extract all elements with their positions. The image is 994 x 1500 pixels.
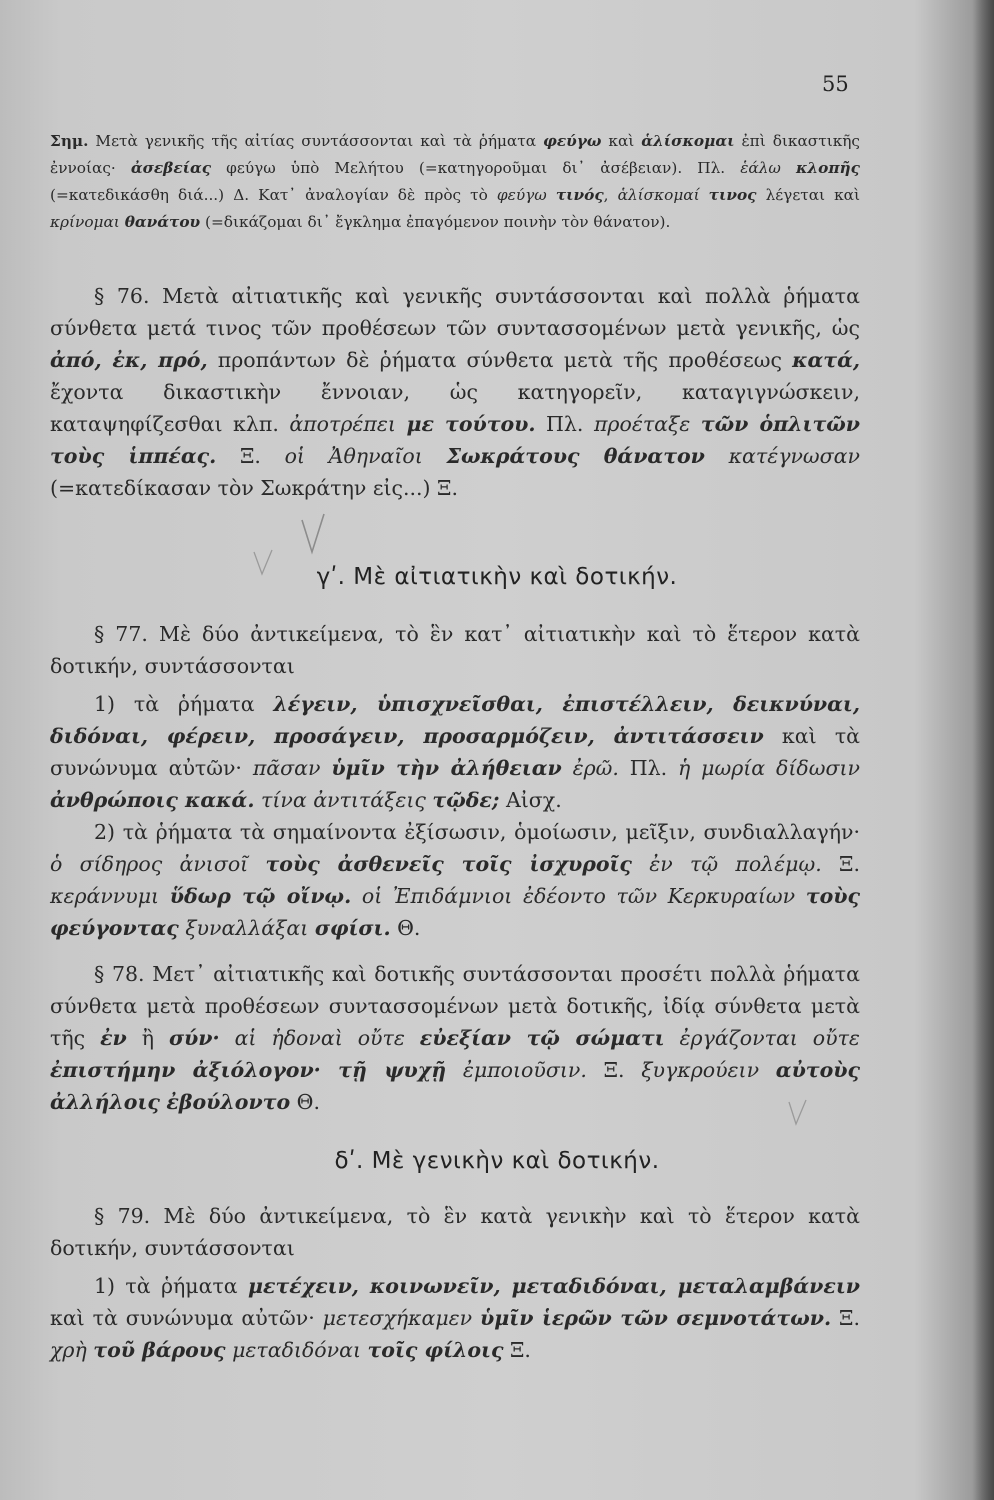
- note-label: Σημ.: [50, 132, 89, 150]
- heading-gamma: γʹ. Μὲ αἰτιατικὴν καὶ δοτικήν.: [316, 564, 678, 590]
- pencil-check-mark-icon: [298, 512, 328, 562]
- page-number: 55: [822, 72, 849, 96]
- section-77: [50, 618, 860, 944]
- section-78: § 78. Μετ᾿ αἰτιατικῆς καὶ δοτικῆς συντάσσονται προσέτι πολλὰ ῥήματα σύνθετα μετὰ προθέσεων συντασσομένων μετὰ δοτικῆς, ἰδίᾳ σύνθετα μετὰ τῆς ἐν ἢ σύν· αἱ ἡδοναὶ οὔτε εὐεξίαν τῷ σώματι ἐργάζονται οὔτε ἐπιστήμην ἀξιόλογον· τῇ ψυχῇ ἐμποιοῦσιν. Ξ. ξυγκρούειν αὐτοὺς ἀλλήλοις ἐβούλοντο Θ.: [50, 962, 860, 1114]
- pencil-tick-icon: [252, 548, 276, 578]
- page-edge-shadow: [972, 0, 994, 1500]
- pencil-tick-margin-icon: [786, 1098, 810, 1128]
- section-79-intro: § 79. Μὲ δύο ἀντικείμενα, τὸ ἓν κατὰ γενικὴν καὶ τὸ ἕτερον κατὰ δοτικήν, συντάσσονται: [50, 1204, 860, 1260]
- section-79-item-1: 1) τὰ ῥήματα μετέχειν, κοινωνεῖν, μεταδιδόναι, μεταλαμβάνειν καὶ τὰ συνώνυμα αὐτῶν· μετεσχήκαμεν ὑμῖν ἱερῶν τῶν σεμνοτάτων. Ξ. χρὴ τοῦ βάρους μεταδιδόναι τοῖς φίλοις Ξ.: [50, 1274, 860, 1362]
- section-77-item-2: 2) τὰ ῥήματα τὰ σημαίνοντα ἐξίσωσιν, ὁμοίωσιν, μεῖξιν, συνδιαλλαγήν· ὁ σίδηρος ἀνισοῖ τοὺς ἀσθενεῖς τοῖς ἰσχυροῖς ἐν τῷ πολέμῳ. Ξ. κεράννυμι ὕδωρ τῷ οἴνῳ. οἱ Ἐπιδάμνιοι ἐδέοντο τῶν Κερκυραίων τοὺς φεύγοντας ξυναλλάξαι σφίσι. Θ.: [50, 820, 860, 940]
- heading-delta: δʹ. Μὲ γενικὴν καὶ δοτικήν.: [334, 1148, 660, 1174]
- section-77-intro: § 77. Μὲ δύο ἀντικείμενα, τὸ ἓν κατ᾿ αἰτιατικὴν καὶ τὸ ἕτερον κατὰ δοτικήν, συντάσσονται: [50, 622, 860, 678]
- note-paragraph: Σημ. Μετὰ γενικῆς τῆς αἰτίας συντάσσονται καὶ τὰ ῥήματα φεύγω καὶ ἁλίσκομαι ἐπὶ δικαστικῆς ἐννοίας· ἀσεβείας φεύγω ὑπὸ Μελήτου (=κατηγοροῦμαι δι᾿ ἀσέβειαν). Πλ. ἑάλω κλοπῆς (=κατεδικάσθη διά...) Δ. Κατ᾿ ἀναλογίαν δὲ πρὸς τὸ φεύγω τινός, ἁλίσκομαί τινος λέγεται καὶ κρίνομαι θανάτου (=δικάζομαι δι᾿ ἔγκλημα ἐπαγόμενον ποινὴν τὸν θάνατον).: [50, 132, 860, 231]
- section-76: § 76. Μετὰ αἰτιατικῆς καὶ γενικῆς συντάσσονται καὶ πολλὰ ῥήματα σύνθετα μετά τινος τῶν προθέσεων τῶν συντασσομένων μετὰ γενικῆς, ὡς ἀπό, ἐκ, πρό, προπάντων δὲ ῥήματα σύνθετα μετὰ τῆς προθέσεως κατά, ἔχοντα δικαστικὴν ἔννοιαν, ὡς κατηγορεῖν, καταγιγνώσκειν, καταψηφίζεσθαι κλπ. ἀποτρέπει με τούτου. Πλ. προέταξε τῶν ὁπλιτῶν τοὺς ἱππέας. Ξ. οἱ Ἀθηναῖοι Σωκράτους θάνατον κατέγνωσαν (=κατεδίκασαν τὸν Σωκράτην εἰς...) Ξ.: [50, 284, 861, 500]
- section-77-item-1: 1) τὰ ῥήματα λέγειν, ὑπισχνεῖσθαι, ἐπιστέλλειν, δεικνύναι, διδόναι, φέρειν, προσάγειν, προσαρμόζειν, ἀντιτάσσειν καὶ τὰ συνώνυμα αὐτῶν· πᾶσαν ὑμῖν τὴν ἀλήθειαν ἐρῶ. Πλ. ἡ μωρία δίδωσιν ἀνθρώποις κακά. τίνα ἀντιτάξεις τῷδε; Αἰσχ.: [50, 692, 860, 812]
- section-79: [50, 1200, 860, 1366]
